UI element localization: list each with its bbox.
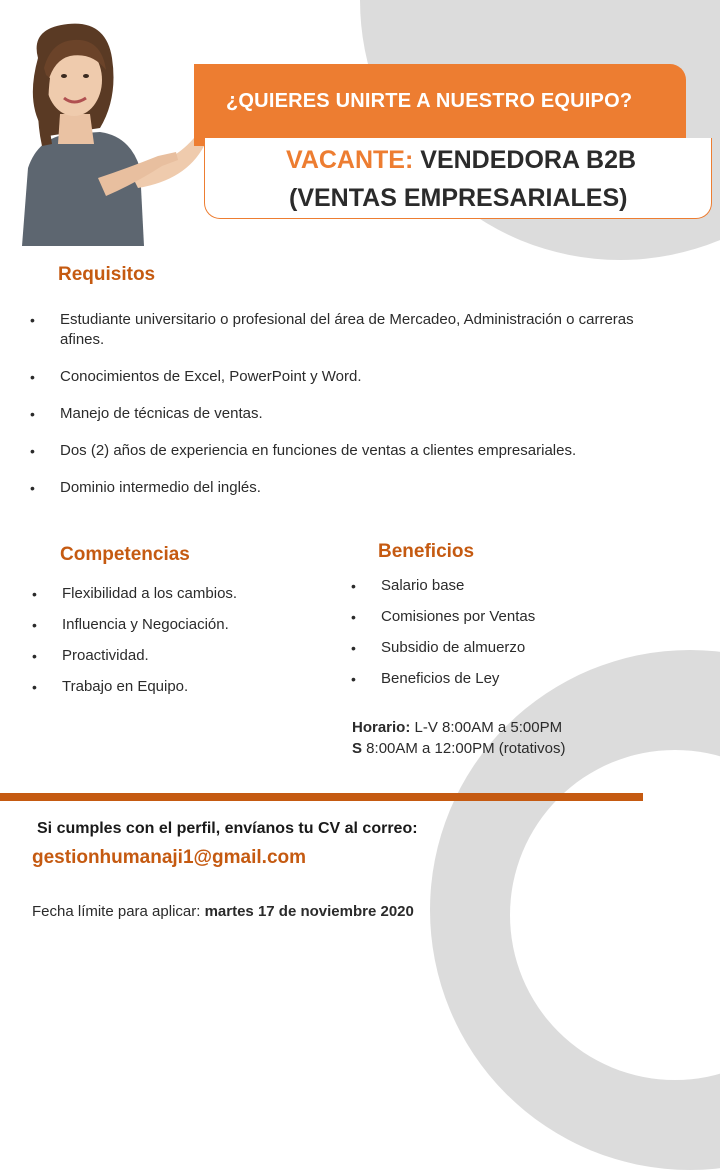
schedule-label-saturday: S: [352, 740, 363, 757]
list-item: • Dos (2) años de experiencia en funciones de ventas a clientes empresariales.: [30, 441, 650, 461]
banner-headline: ¿QUIERES UNIRTE A NUESTRO EQUIPO?: [226, 90, 633, 112]
list-item: • Beneficios de Ley: [351, 669, 651, 689]
vacancy-position: VENDEDORA B2B: [420, 146, 637, 174]
schedule-weekday: L-V 8:00AM a 5:00PM: [410, 719, 563, 736]
beneficios-heading: Beneficios: [378, 541, 475, 562]
call-to-action: Si cumples con el perfil, envíanos tu CV al correo:: [37, 820, 418, 837]
beneficios-list: [351, 576, 651, 700]
schedule-label-weekday: Horario:: [352, 719, 411, 736]
vacancy-subtitle: (VENTAS EMPRESARIALES): [289, 184, 628, 212]
list-item: • Influencia y Negociación.: [32, 615, 332, 635]
requisitos-list: [30, 310, 650, 515]
schedule: [352, 717, 565, 759]
deadline-label: Fecha límite para aplicar:: [32, 903, 205, 920]
vacancy-label: VACANTE:: [286, 146, 414, 174]
section-divider: [0, 793, 643, 801]
contact-email[interactable]: gestionhumanaji1@gmail.com: [32, 847, 307, 868]
vacancy-title: [286, 146, 636, 175]
competencias-list: [32, 584, 332, 708]
list-item: • Manejo de técnicas de ventas.: [30, 404, 650, 424]
deadline-date: martes 17 de noviembre 2020: [204, 903, 414, 920]
list-item: • Comisiones por Ventas: [351, 607, 651, 627]
headline-banner: [194, 64, 686, 146]
list-item: • Estudiante universitario o profesional del área de Mercadeo, Administración o carreras afines.: [30, 310, 650, 350]
requisitos-heading: Requisitos: [58, 264, 156, 285]
list-item: • Flexibilidad a los cambios.: [32, 584, 332, 604]
competencias-heading: Competencias: [60, 544, 190, 565]
application-deadline: [32, 903, 414, 920]
list-item: • Subsidio de almuerzo: [351, 638, 651, 658]
list-item: • Proactividad.: [32, 646, 332, 666]
list-item: • Dominio intermedio del inglés.: [30, 478, 650, 498]
list-item: • Trabajo en Equipo.: [32, 677, 332, 697]
list-item: • Conocimientos de Excel, PowerPoint y Word.: [30, 367, 650, 387]
schedule-saturday: 8:00AM a 12:00PM (rotativos): [362, 740, 566, 757]
list-item: • Salario base: [351, 576, 651, 596]
